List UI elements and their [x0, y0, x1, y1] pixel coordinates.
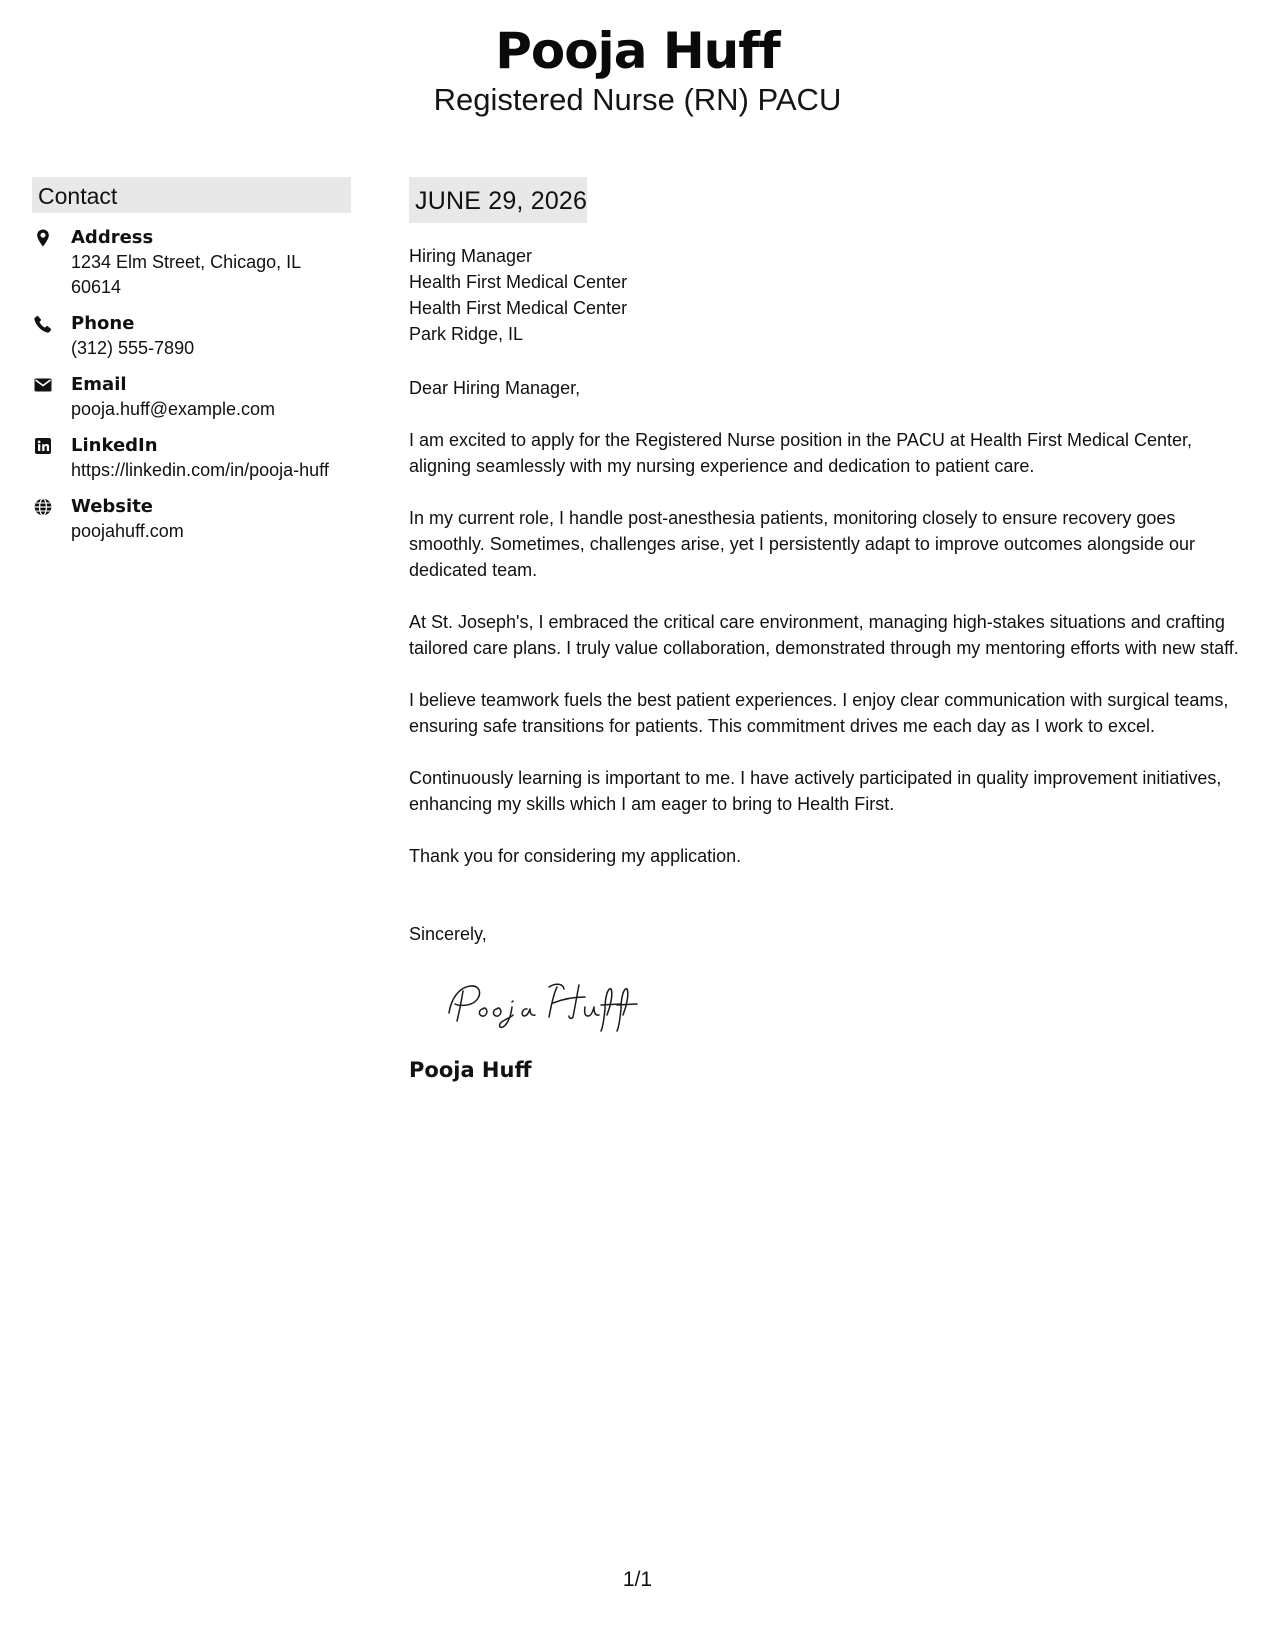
- applicant-name: Pooja Huff: [495, 22, 780, 80]
- contact-item-linkedin: [32, 434, 351, 483]
- phone-value: (312) 555-7890: [71, 338, 195, 358]
- letter-header: [0, 22, 1275, 120]
- job-title: Registered Nurse (RN) PACU: [433, 82, 842, 117]
- signed-name: Pooja Huff: [409, 1058, 532, 1082]
- contact-list: [32, 226, 351, 544]
- body-paragraph: I believe teamwork fuels the best patient experiences. I enjoy clear communication with surgical teams, ensuring safe transitions for patients. This commitment drives me each day as I work to excel.: [409, 690, 1229, 736]
- signature-image: [445, 975, 1239, 1033]
- contact-item-website: [32, 495, 351, 544]
- address-value: 1234 Elm Street, Chicago, IL 60614: [71, 252, 301, 297]
- envelope-icon: [33, 375, 53, 395]
- body-paragraph: At St. Joseph's, I embraced the critical care environment, managing high-stakes situations and crafting tailored care plans. I truly value collaboration, demonstrated through my mentoring efforts with new staff.: [409, 612, 1239, 658]
- globe-icon: [33, 497, 53, 517]
- linkedin-value: https://linkedin.com/in/pooja-huff: [71, 460, 329, 480]
- body-paragraph: Thank you for considering my application.: [409, 846, 742, 866]
- map-pin-icon: [33, 228, 53, 248]
- recipient-line: Park Ridge, IL: [409, 324, 524, 344]
- linkedin-icon: [33, 436, 53, 456]
- letter-date: JUNE 29, 2026: [409, 177, 587, 223]
- recipient-line: Health First Medical Center: [409, 298, 628, 318]
- contact-item-email: [32, 373, 351, 422]
- linkedin-label: LinkedIn: [71, 435, 158, 456]
- email-label: Email: [71, 374, 127, 395]
- page-number: 1/1: [622, 1568, 653, 1591]
- website-value: poojahuff.com: [71, 521, 184, 541]
- letter-body: [409, 177, 1239, 1083]
- body-paragraph: I am excited to apply for the Registered Nurse position in the PACU at Health First Medical Center, aligning seamlessly with my nursing experience and dedication to patient care.: [409, 430, 1193, 476]
- phone-label: Phone: [71, 313, 135, 334]
- contact-item-address: [32, 226, 351, 300]
- website-label: Website: [71, 496, 154, 517]
- recipient-line: Health First Medical Center: [409, 272, 628, 292]
- closing: Sincerely,: [409, 924, 487, 944]
- salutation: Dear Hiring Manager,: [409, 378, 581, 398]
- email-value: pooja.huff@example.com: [71, 399, 276, 419]
- recipient-line: Hiring Manager: [409, 246, 533, 266]
- contact-item-phone: [32, 312, 351, 361]
- contact-heading: Contact: [32, 177, 351, 213]
- phone-icon: [33, 314, 53, 334]
- contact-sidebar: [32, 177, 351, 556]
- body-paragraph: Continuously learning is important to me. I have actively participated in quality improvement initiatives, enhancing my skills which I am eager to bring to Health First.: [409, 768, 1222, 814]
- body-paragraph: In my current role, I handle post-anesthesia patients, monitoring closely to ensure recovery goes smoothly. Sometimes, challenges arise, yet I persistently adapt to improve outcomes alongside our dedicated team.: [409, 508, 1196, 580]
- recipient-block: [409, 243, 1239, 347]
- address-label: Address: [71, 227, 154, 248]
